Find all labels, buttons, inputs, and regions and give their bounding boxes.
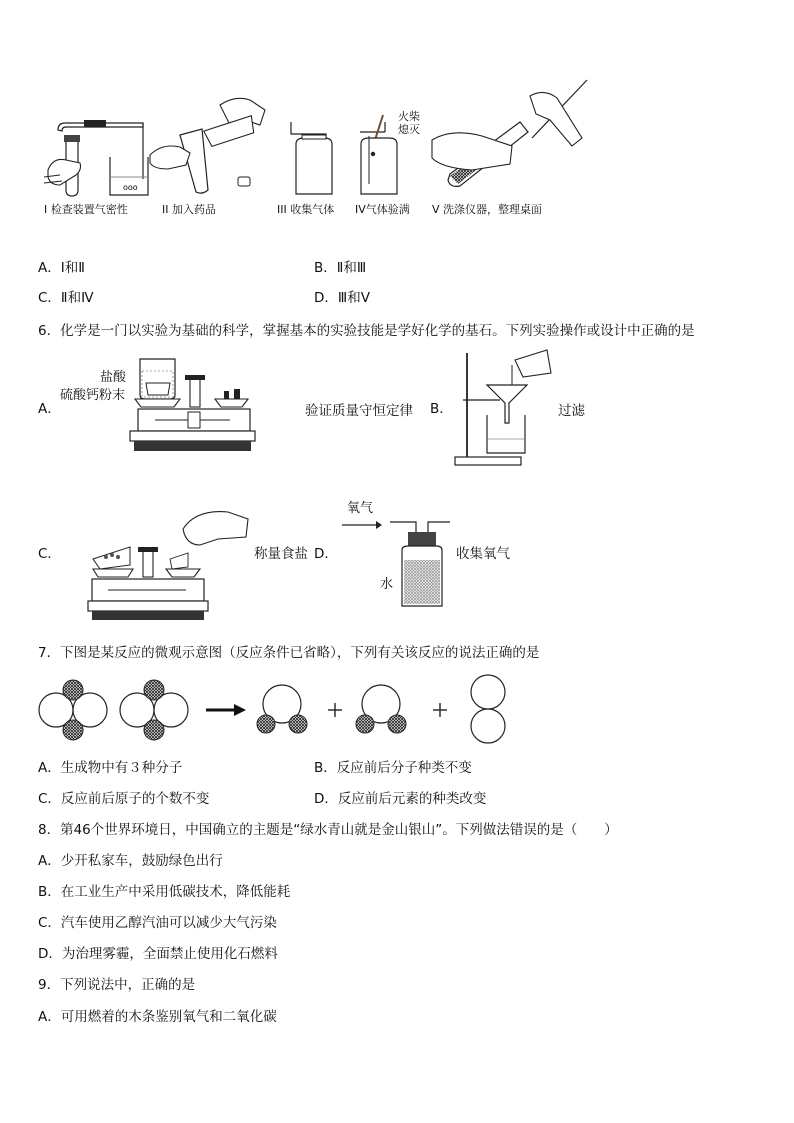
- caption-step-3: III 收集气体: [277, 203, 335, 216]
- q8-option-a[interactable]: A．少开私家车，鼓励绿色出行: [38, 853, 223, 869]
- reactant-molecule-1: [39, 680, 107, 740]
- svg-text:ooo: ooo: [123, 183, 138, 192]
- q7-stem: 7．下图是某反应的微观示意图（反应条件已省略），下列有关该反应的说法正确的是: [38, 645, 540, 661]
- q6-option-b-desc: 过滤: [558, 403, 585, 419]
- plus-sign-2: [433, 703, 447, 717]
- q5-option-d[interactable]: D．Ⅲ和Ⅴ: [314, 290, 370, 306]
- reaction-microscopic-diagram: [36, 674, 516, 746]
- q9-stem: 9．下列说法中，正确的是: [38, 977, 196, 993]
- filtration-apparatus-illustration: [455, 345, 560, 467]
- q6-option-d-desc: 收集氧气: [456, 546, 510, 562]
- caption-step-5: V 洗涤仪器，整理桌面: [432, 203, 543, 216]
- reaction-arrow: [206, 704, 246, 716]
- q8-option-d[interactable]: D．为治理雾霾，全面禁止使用化石燃料: [38, 946, 278, 962]
- product-molecule-2: [356, 685, 406, 733]
- q7-option-c[interactable]: C．反应前后原子的个数不变: [38, 791, 210, 807]
- washing-instrument-illustration: [432, 78, 597, 198]
- q7-option-a[interactable]: A．生成物中有３种分子: [38, 760, 183, 776]
- q6-option-d-letter[interactable]: D．: [314, 546, 338, 562]
- gas-washing-bottle-illustration: [388, 518, 453, 610]
- product-molecule-1: [257, 685, 307, 733]
- caption-step-1: I 检查装置气密性: [44, 203, 128, 216]
- caption-step-4: IV气体验满: [355, 203, 410, 216]
- airtightness-check-illustration: [38, 115, 148, 200]
- q7-option-d[interactable]: D．反应前后元素的种类改变: [314, 791, 487, 807]
- product-molecule-3: [471, 675, 505, 743]
- adding-reagent-illustration: [150, 95, 270, 195]
- collecting-gas-illustration: [288, 122, 338, 197]
- q6-stem: 6．化学是一门以实验为基础的科学，掌握基本的实验技能是学好化学的基石。下列实验操作或设计中正确的是: [38, 323, 695, 339]
- oxygen-label: 氧气: [347, 501, 374, 516]
- q5-option-c[interactable]: C．Ⅱ和Ⅳ: [38, 290, 94, 306]
- q6-option-a-desc: 验证质量守恒定律: [305, 403, 413, 419]
- oxygen-arrow: [342, 520, 382, 530]
- q8-option-c[interactable]: C．汽车使用乙醇汽油可以减少大气污染: [38, 915, 277, 931]
- balance-with-beaker-illustration: [130, 357, 255, 455]
- match-extinguished-label: 火柴 熄灭: [398, 110, 420, 136]
- q9-option-a[interactable]: A．可用燃着的木条鉴别氧气和二氧化碳: [38, 1009, 277, 1025]
- q5-option-a[interactable]: A．Ⅰ和Ⅱ: [38, 260, 85, 276]
- q6-option-b-letter[interactable]: B．: [430, 401, 453, 417]
- calcium-sulfate-powder-label: 硫酸钙粉末: [60, 388, 126, 403]
- q6-option-a-letter[interactable]: A．: [38, 401, 61, 417]
- q7-option-b[interactable]: B．反应前后分子种类不变: [314, 760, 472, 776]
- q6-option-c-desc: 称量食盐: [254, 546, 308, 562]
- plus-sign-1: [328, 703, 342, 717]
- water-label: 水: [380, 577, 394, 592]
- q8-option-b[interactable]: B．在工业生产中采用低碳技术，降低能耗: [38, 884, 291, 900]
- q5-option-b[interactable]: B．Ⅱ和Ⅲ: [314, 260, 367, 276]
- q6-option-c-letter[interactable]: C．: [38, 546, 61, 562]
- caption-step-2: II 加入药品: [162, 203, 216, 216]
- hydrochloric-acid-label: 盐酸: [100, 370, 127, 385]
- weighing-salt-illustration: [88, 507, 253, 625]
- q8-stem: 8．第46个世界环境日，中国确立的主题是“绿水青山就是金山银山”。下列做法错误的是（ ）: [38, 822, 618, 838]
- reactant-molecule-2: [120, 680, 188, 740]
